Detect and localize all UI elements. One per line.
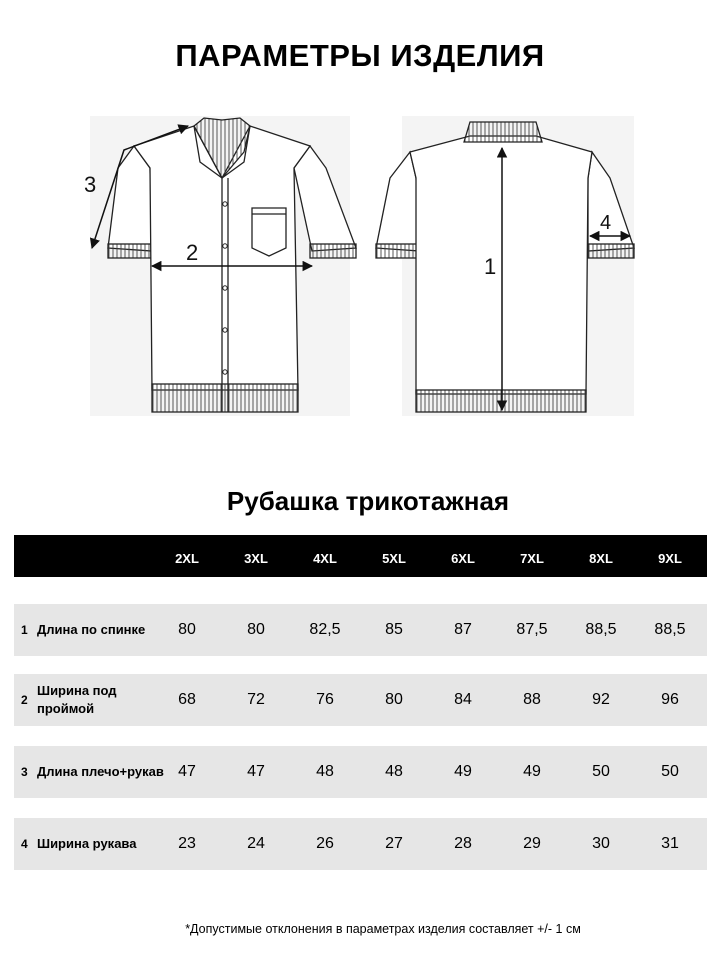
- table-cell: 92: [592, 691, 610, 708]
- table-cell: 49: [523, 763, 541, 780]
- table-cell: 88,5: [654, 621, 686, 638]
- size-column-header: 5XL: [382, 551, 406, 566]
- table-cell: 50: [592, 763, 610, 780]
- table-cell: 76: [316, 691, 334, 708]
- table-cell: 48: [316, 763, 334, 780]
- row-label: Длина плечо+рукав: [37, 764, 164, 779]
- size-column-header: 9XL: [658, 551, 682, 566]
- table-cell: 48: [385, 763, 403, 780]
- table-cell: 47: [247, 763, 265, 780]
- table-cell: 24: [247, 835, 265, 852]
- measure-label-2: 2: [186, 240, 199, 265]
- table-cell: 80: [178, 621, 196, 638]
- table-cell: 30: [592, 835, 610, 852]
- table-cell: 82,5: [309, 621, 341, 638]
- measure-label-1: 1: [484, 254, 497, 279]
- table-cell: 26: [316, 835, 334, 852]
- size-column-header: 6XL: [451, 551, 475, 566]
- measure-label-4: 4: [600, 212, 612, 234]
- size-column-header: 4XL: [313, 551, 337, 566]
- table-cell: 87,5: [516, 621, 548, 638]
- size-column-header: 7XL: [520, 551, 544, 566]
- table-row: [14, 746, 707, 798]
- size-column-header: 3XL: [244, 551, 268, 566]
- size-column-header: 2XL: [175, 551, 199, 566]
- row-number: 1: [21, 623, 28, 637]
- table-cell: 85: [385, 621, 403, 638]
- table-cell: 23: [178, 835, 196, 852]
- product-title: Рубашка трикотажная: [226, 486, 510, 516]
- shirt-measurement-diagram: [72, 108, 652, 424]
- table-cell: 47: [178, 763, 196, 780]
- table-cell: 87: [454, 621, 472, 638]
- measure-label-3: 3: [84, 172, 97, 197]
- table-cell: 31: [661, 835, 679, 852]
- tolerance-note: *Допустимые отклонения в параметрах изделия составляет +/- 1 см: [185, 922, 581, 936]
- table-cell: 72: [247, 691, 265, 708]
- table-row: [14, 674, 707, 726]
- table-cell: 29: [523, 835, 541, 852]
- table-cell: 49: [454, 763, 472, 780]
- table-cell: 88,5: [585, 621, 617, 638]
- row-label: Ширина под проймой: [37, 683, 117, 716]
- row-number: 2: [21, 693, 28, 707]
- table-cell: 88: [523, 691, 541, 708]
- table-cell: 28: [454, 835, 472, 852]
- table-cell: 96: [661, 691, 679, 708]
- table-cell: 68: [178, 691, 196, 708]
- table-row: [14, 604, 707, 656]
- page-title: ПАРАМЕТРЫ ИЗДЕЛИЯ: [175, 38, 545, 73]
- row-number: 3: [21, 765, 28, 779]
- table-cell: 50: [661, 763, 679, 780]
- row-label: Ширина рукава: [37, 836, 137, 851]
- table-row: [14, 818, 707, 870]
- table-cell: 84: [454, 691, 472, 708]
- row-number: 4: [21, 837, 28, 851]
- row-label: Длина по спинке: [37, 622, 146, 637]
- table-cell: 80: [247, 621, 265, 638]
- table-cell: 27: [385, 835, 403, 852]
- table-cell: 80: [385, 691, 403, 708]
- size-column-header: 8XL: [589, 551, 613, 566]
